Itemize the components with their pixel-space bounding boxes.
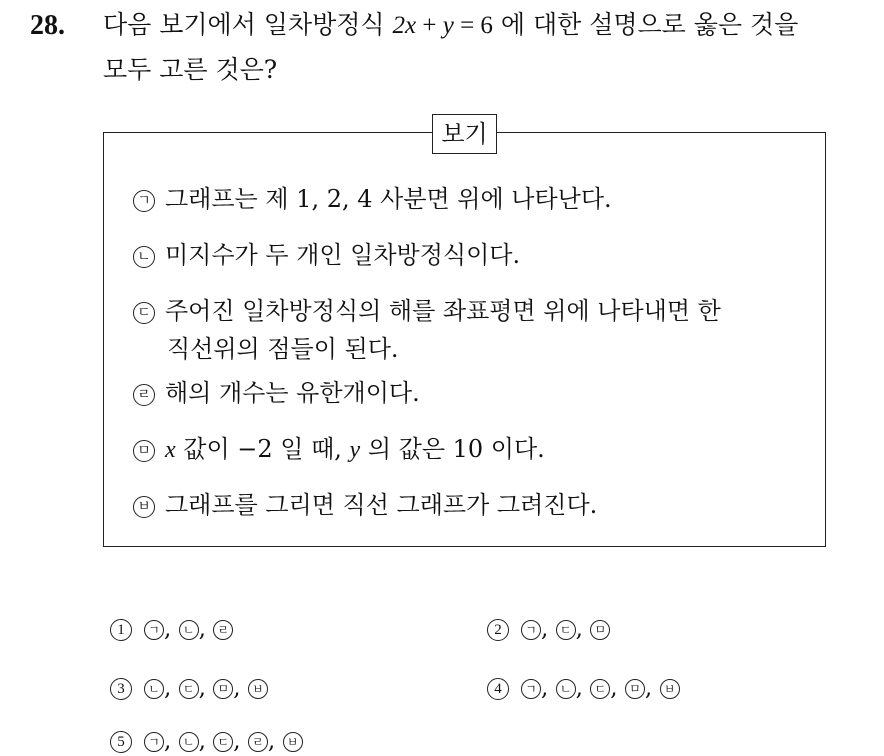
bogi-item-6 [133, 490, 597, 520]
circled-mark-icon: ㅁ [625, 679, 645, 699]
choice-number-icon: 4 [487, 678, 509, 700]
separator: , [541, 675, 556, 701]
question-text-b: 에 대한 설명으로 옳은 것을 [492, 10, 799, 39]
equation [393, 12, 493, 39]
separator: , [164, 728, 179, 754]
item-text: 미지수가 두 개인 일차방정식이다. [165, 241, 521, 269]
choice-number-icon: 2 [487, 619, 509, 641]
circled-nieun-icon: ㄴ [133, 246, 155, 268]
circled-mark-icon: ㄱ [521, 679, 541, 699]
circled-mark-icon: ㅂ [283, 732, 303, 752]
separator: , [233, 675, 248, 701]
bogi-item-2 [133, 240, 520, 270]
separator: , [541, 616, 556, 642]
bogi-label: 보기 [432, 114, 497, 154]
circled-mark-icon: ㅁ [213, 679, 233, 699]
item-text: 주어진 일차방정식의 해를 좌표평면 위에 나타내면 한 [165, 297, 721, 325]
circled-mieum-icon: ㅁ [133, 440, 155, 462]
item-text-b: 의 값은 10 이다. [360, 435, 545, 463]
eq-2x: 2x [392, 12, 417, 39]
separator: , [575, 616, 591, 642]
bogi-item-3 [133, 296, 721, 326]
bogi-item-5 [133, 434, 545, 465]
separator: , [164, 616, 179, 642]
circled-bieup-icon: ㅂ [133, 496, 155, 518]
choice-number-icon: 3 [110, 678, 132, 700]
var-y: y [349, 437, 361, 463]
item-text-a: 값이 −2 일 때, [175, 435, 350, 463]
circled-mark-icon: ㄴ [144, 679, 164, 699]
circled-mark-icon: ㄹ [213, 620, 233, 640]
bogi-item-1 [133, 184, 612, 214]
circled-mark-icon: ㄴ [179, 620, 199, 640]
item-text: 그래프는 제 1, 2, 4 사분면 위에 나타난다. [165, 185, 612, 213]
circled-mark-icon: ㄱ [144, 732, 164, 752]
choice-5[interactable] [110, 726, 303, 756]
separator: , [610, 675, 625, 701]
question-text-line2: 모두 고른 것은? [103, 55, 278, 84]
eq-y: y [442, 12, 454, 39]
circled-mark-icon: ㄹ [248, 732, 268, 752]
choice-number-icon: 1 [110, 619, 132, 641]
circled-mark-icon: ㄱ [521, 620, 541, 640]
separator: , [267, 728, 283, 754]
bogi-item-4 [133, 378, 420, 408]
choice-3[interactable] [110, 673, 268, 703]
eq-rest: = 6 [453, 12, 493, 39]
circled-mark-icon: ㄷ [590, 679, 610, 699]
choice-4[interactable] [487, 673, 680, 703]
item-text: 해의 개수는 유한개이다. [165, 379, 420, 407]
circled-giyeok-icon: ㄱ [133, 190, 155, 212]
circled-mark-icon: ㄴ [556, 679, 576, 699]
choice-1[interactable] [110, 614, 233, 644]
bogi-item-3-continued: 직선위의 점들이 된다. [167, 335, 399, 363]
circled-mark-icon: ㅂ [660, 679, 680, 699]
question-text-a: 다음 보기에서 일차방정식 [103, 10, 393, 39]
question-text-line1 [103, 10, 798, 41]
separator: , [233, 728, 248, 754]
separator: , [164, 675, 179, 701]
separator: , [575, 675, 591, 701]
question-number: 28. [30, 10, 65, 41]
choice-2[interactable] [487, 614, 610, 644]
item-text: 그래프를 그리면 직선 그래프가 그려진다. [165, 491, 598, 519]
separator: , [198, 728, 214, 754]
separator: , [198, 675, 214, 701]
var-x: x [165, 437, 176, 463]
eq-plus: + [416, 12, 443, 39]
circled-mark-icon: ㅂ [248, 679, 268, 699]
separator: , [644, 675, 660, 701]
circled-mark-icon: ㅁ [590, 620, 610, 640]
circled-rieul-icon: ㄹ [133, 384, 155, 406]
circled-digeut-icon: ㄷ [133, 302, 155, 324]
choice-number-icon: 5 [110, 731, 132, 753]
circled-mark-icon: ㄷ [179, 679, 199, 699]
circled-mark-icon: ㄷ [556, 620, 576, 640]
circled-mark-icon: ㄱ [144, 620, 164, 640]
circled-mark-icon: ㄴ [179, 732, 199, 752]
circled-mark-icon: ㄷ [213, 732, 233, 752]
separator: , [198, 616, 214, 642]
